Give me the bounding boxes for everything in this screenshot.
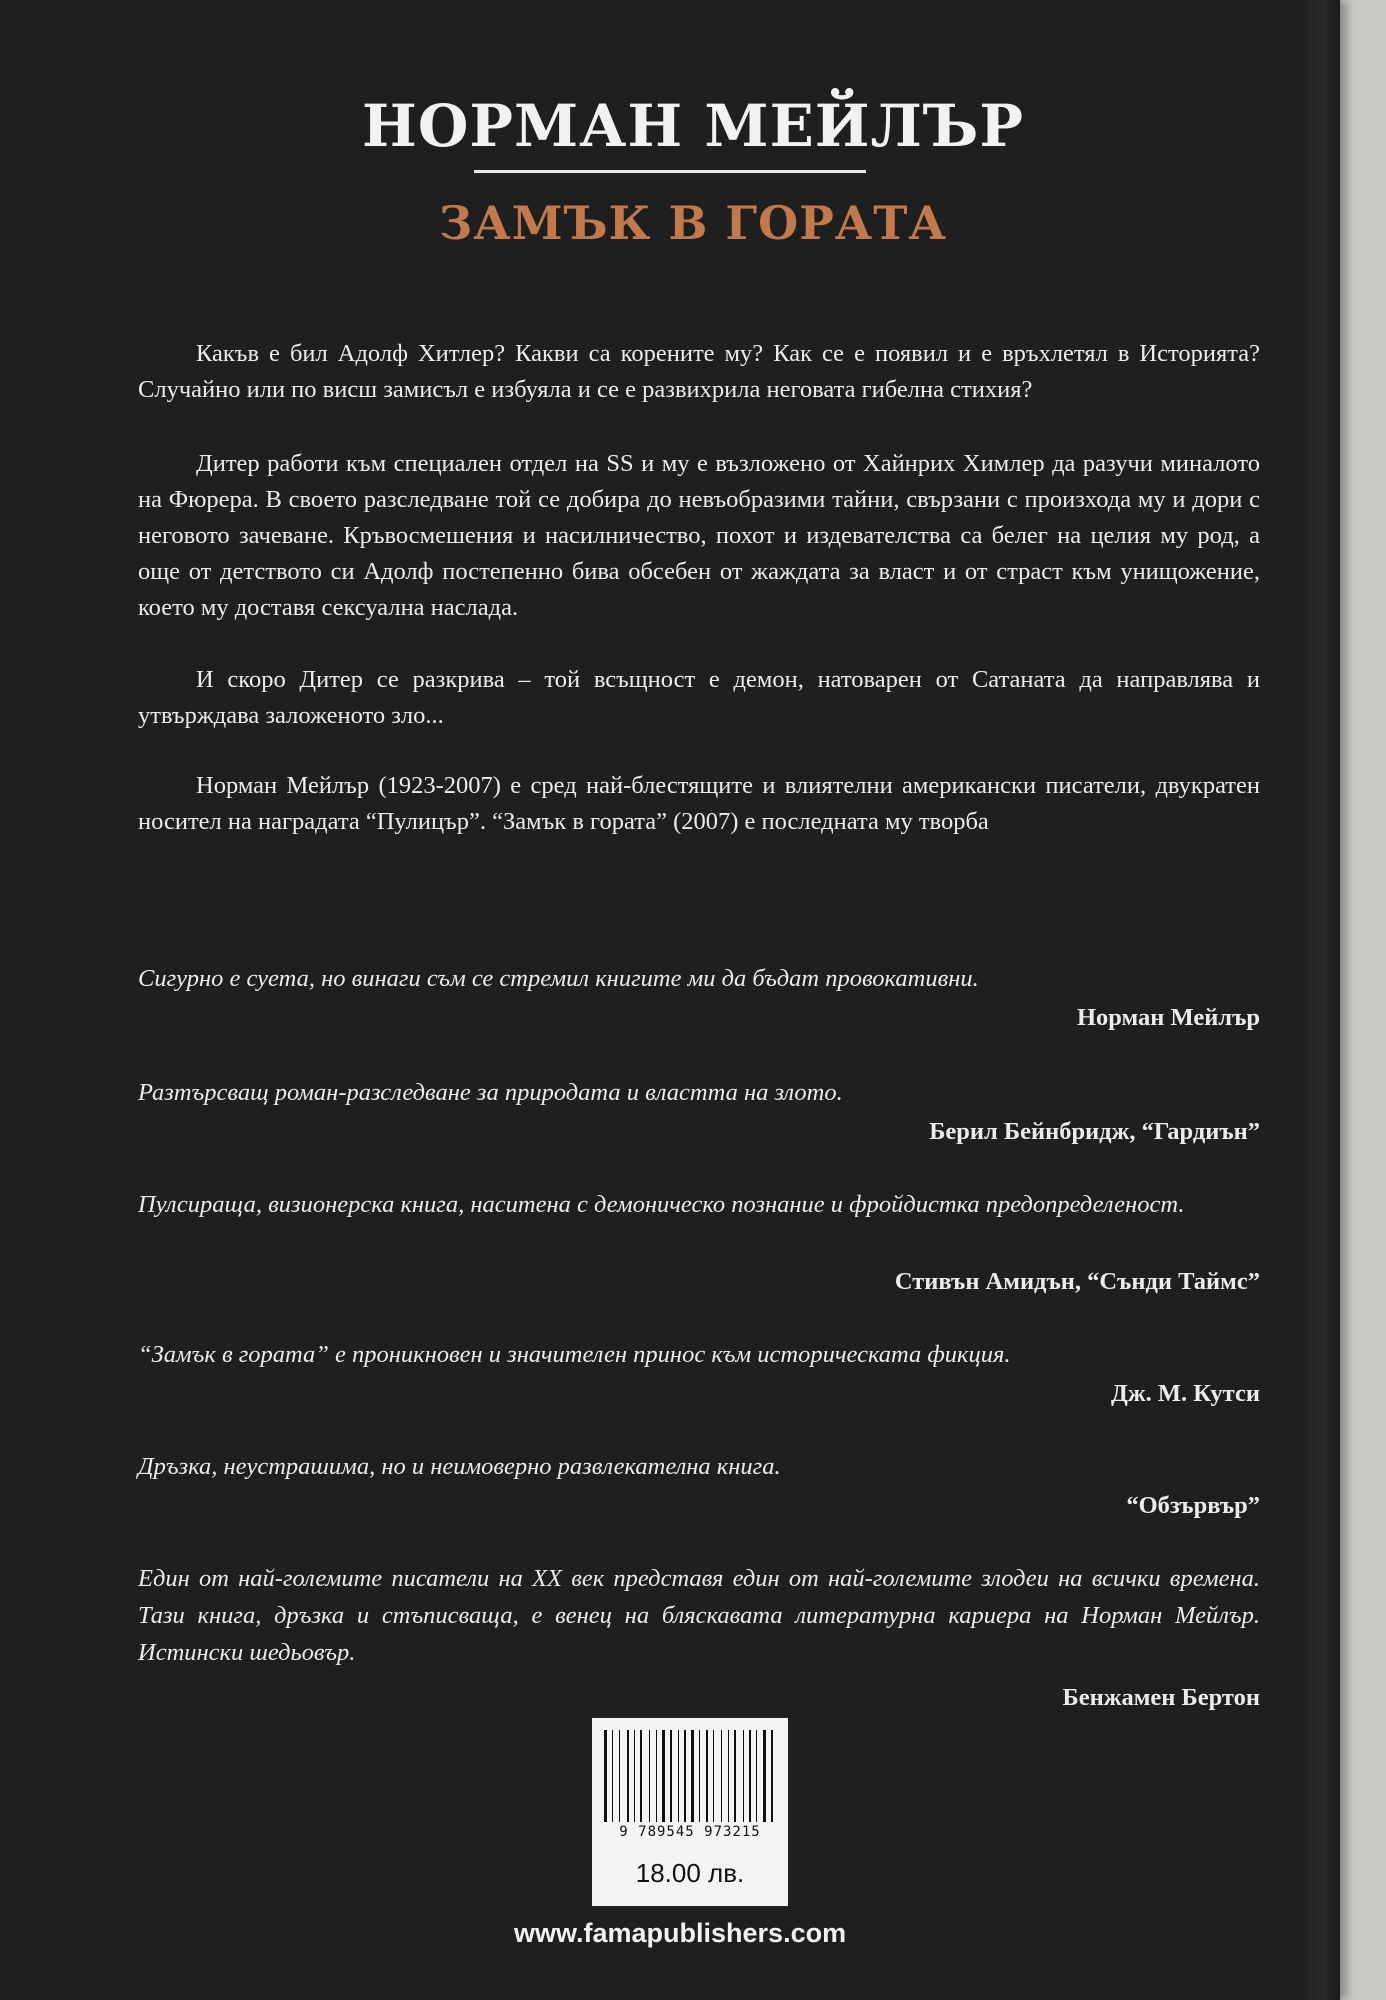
barcode-bar	[609, 1730, 610, 1822]
review-source: Бенжамен Бертон	[1062, 1684, 1260, 1711]
barcode-bar	[753, 1730, 754, 1822]
blurb-paragraph: И скоро Дитер се разкрива – той всъщност е демон, натоварен от Сатаната да направлява и утвърждава заложеното зло...	[138, 666, 1260, 729]
title-divider	[474, 170, 866, 173]
blurb-paragraph: Дитер работи към специален отдел на SS и му е възложено от Хайнрих Химлер да разучи миналото на Фюрера. В своето разследване той се добира до невъобразими тайни, свързани с произхода му и дори с неговото зачеване. Кръвосмешения и насилничество, похот и издевателства са белег на целия му род, а още от детството си Адолф постепенно бива обсебен от жаждата за власт и от страст към унищожение, което му доставя сексуална наслада.	[138, 450, 1260, 621]
barcode-bar	[656, 1730, 657, 1822]
barcode-bar	[710, 1730, 711, 1822]
review-quote: “Замък в гората” е проникновен и значителен принос към историческата фикция.	[138, 1341, 1011, 1368]
book-title: ЗАМЪК В ГОРАТА	[439, 196, 947, 250]
barcode-bar	[728, 1730, 729, 1822]
barcode-bar	[644, 1730, 647, 1822]
author-bio: Норман Мейлър (1923-2007) е сред най-блестящите и влиятелни американски писатели, двукратен носител на наградата “Пулицър”. “Замък в гората” (2007) е последната му творба	[138, 772, 1260, 835]
isbn-number: 9 789545 973215	[619, 1824, 761, 1840]
barcode-bar	[681, 1730, 682, 1822]
barcode-bar	[749, 1730, 751, 1822]
barcode-bar	[696, 1730, 697, 1822]
review-quote: Дръзка, неустрашима, но и неимоверно развлекателна книга.	[138, 1453, 781, 1480]
barcode-bar	[716, 1730, 719, 1822]
barcode-bar	[724, 1730, 726, 1822]
barcode-bar	[734, 1730, 736, 1822]
barcode-icon	[604, 1730, 776, 1822]
price-tag: 18.00 лв.	[635, 1858, 745, 1888]
blurb-paragraph: Какъв е бил Адолф Хитлер? Какви са корените му? Как се е появил и е връхлетял в Историята? Случайно или по висш замисъл е избуяла и се е развихрила неговата гибелна стихия?	[138, 340, 1260, 403]
barcode-bar	[688, 1730, 689, 1822]
review-source: Стивън Амидън, “Сънди Таймс”	[894, 1268, 1260, 1295]
publisher-website[interactable]: www.famapublishers.com	[514, 1918, 847, 1948]
barcode-bar	[763, 1730, 766, 1822]
barcode-bar	[746, 1730, 747, 1822]
barcode-bar	[615, 1730, 617, 1822]
barcode-bar	[713, 1730, 714, 1822]
barcode-bar	[738, 1730, 741, 1822]
barcode-bar	[768, 1730, 769, 1822]
barcode-bar	[670, 1730, 672, 1822]
barcode-bar	[667, 1730, 668, 1822]
barcode-bar	[706, 1730, 708, 1822]
barcode-bar	[771, 1730, 773, 1822]
barcode-bar	[699, 1730, 700, 1822]
barcode-bar	[637, 1730, 638, 1822]
barcode-bar	[759, 1730, 761, 1822]
barcode-bar	[604, 1730, 607, 1822]
barcode-bar	[721, 1730, 722, 1822]
author-name: НОРМАН МЕЙЛЪР	[362, 92, 1024, 160]
barcode-bar	[640, 1730, 642, 1822]
review-source: Норман Мейлър	[1076, 1004, 1260, 1031]
barcode-bar	[684, 1730, 686, 1822]
barcode-bar	[649, 1730, 650, 1822]
review-source: Дж. М. Кутси	[1111, 1380, 1260, 1407]
review-quote: Пулсираща, визионерска книга, наситена с демоническо познание и фройдистка предопределеност.	[138, 1191, 1185, 1218]
review-quote: Сигурно е суета, но винаги съм се стремил книгите ми да бъдат провокативни.	[138, 965, 979, 992]
barcode-bar	[691, 1730, 694, 1822]
barcode-bar	[743, 1730, 744, 1822]
barcode-bar	[659, 1730, 660, 1822]
barcode-label	[592, 1718, 788, 1906]
barcode-bar	[652, 1730, 654, 1822]
barcode-bar	[612, 1730, 613, 1822]
review-quote: Разтърсващ роман-разследване за природата и властта на злото.	[138, 1079, 843, 1106]
barcode-bar	[674, 1730, 676, 1822]
barcode-bar	[627, 1730, 629, 1822]
review-source: Берил Бейнбридж, “Гардиън”	[929, 1118, 1260, 1145]
barcode-bar	[619, 1730, 620, 1822]
barcode-bar	[731, 1730, 732, 1822]
review-source: “Обзървър”	[1126, 1492, 1260, 1519]
barcode-bar	[634, 1730, 635, 1822]
barcode-bar	[775, 1730, 776, 1822]
barcode-bar	[756, 1730, 757, 1822]
barcode-bar	[702, 1730, 704, 1822]
review-quote: Един от най-големите писатели на XX век представя един от най-големите злодеи на всички времена. Тази книга, дръзка и стъписваща, е венец на бляскавата литературна кариера на Норман Мейлър. Истински шедьовър.	[138, 1565, 1260, 1666]
barcode-bar	[678, 1730, 679, 1822]
barcode-bar	[631, 1730, 632, 1822]
barcode-bar	[662, 1730, 665, 1822]
barcode-bar	[622, 1730, 625, 1822]
